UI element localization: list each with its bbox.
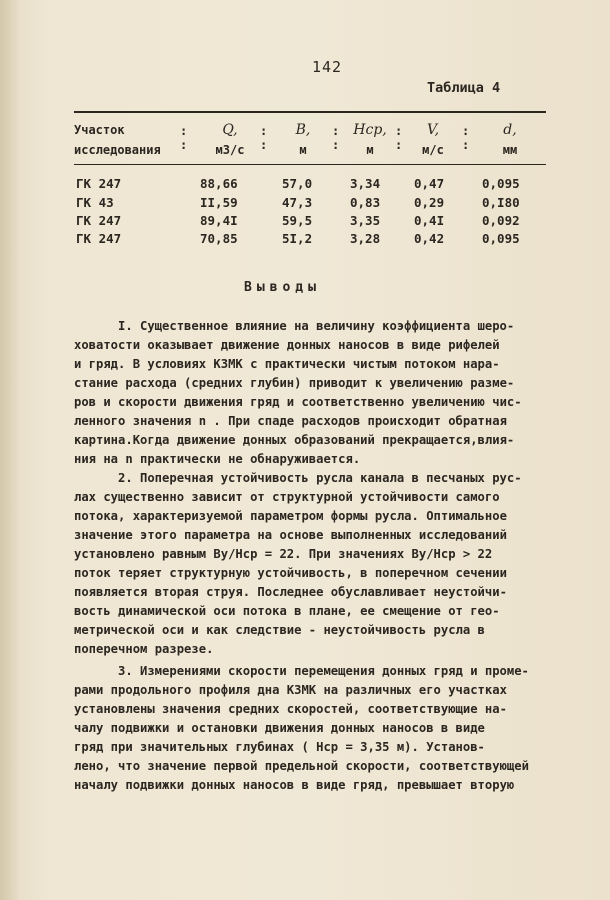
- text-line: метрической оси и как следствие - неустойчивость русла в: [74, 623, 485, 637]
- text-line: ховатости оказывает движение донных наносов в виде рифелей: [74, 338, 500, 352]
- cell-width: 59,5: [282, 213, 313, 228]
- text-line: I. Существенное влияние на величину коэффициента шеро-: [118, 319, 515, 333]
- cell-site: ГК 43: [76, 195, 114, 210]
- cell-site: ГК 247: [76, 231, 122, 246]
- header-separator: : :: [462, 124, 470, 152]
- cell-width: 5I,2: [282, 231, 313, 246]
- cell-velocity: 0,47: [414, 176, 445, 191]
- text-line: установлены значения средних скоростей, соответствующие на-: [74, 702, 507, 716]
- conclusion-paragraph-1: [74, 317, 552, 469]
- text-line: лено, что значение первой предельной скорости, соответствующей: [74, 759, 529, 773]
- header-width: B, м: [295, 122, 311, 157]
- cell-depth: 3,28: [350, 231, 381, 246]
- cell-site: ГК 247: [76, 176, 122, 191]
- text-line: значение этого параметра на основе выполненных исследований: [74, 528, 507, 542]
- text-line: ров и скорости движения гряд и соответственно увеличению чис-: [74, 395, 522, 409]
- header-separator: : :: [260, 124, 268, 152]
- cell-discharge: 70,85: [200, 231, 238, 246]
- header-separator: : :: [332, 124, 340, 152]
- text-line: лах существенно зависит от структурной устойчивости самого: [74, 490, 500, 504]
- text-line: поток теряет структурную устойчивость, в поперечном сечении: [74, 566, 507, 580]
- header-separator: : :: [180, 124, 188, 152]
- table-title: Таблица 4: [427, 80, 501, 96]
- text-line: потока, характеризуемой параметром формы русла. Оптимальное: [74, 509, 507, 523]
- cell-discharge: II,59: [200, 195, 238, 210]
- cell-site: ГК 247: [76, 213, 122, 228]
- conclusion-paragraph-2: [74, 469, 552, 659]
- conclusion-paragraph-3: [74, 662, 552, 795]
- text-line: установлено равным By/Hср = 22. При значениях By/Hср > 22: [74, 547, 493, 561]
- header-site: Участок исследования: [74, 123, 161, 157]
- page-spine-shadow: [0, 0, 20, 900]
- cell-discharge: 88,66: [200, 176, 238, 191]
- text-line: ленного значения n . При спаде расходов происходит обратная: [74, 414, 507, 428]
- text-line: стание расхода (средних глубин) приводит к увеличению разме-: [74, 376, 515, 390]
- text-line: ния на n практически не обнаруживается.: [74, 452, 361, 466]
- table-header-rule: [74, 164, 546, 165]
- cell-grain-size: 0,I80: [482, 195, 520, 210]
- header-discharge: Q, м3/с: [215, 122, 245, 157]
- cell-velocity: 0,29: [414, 195, 445, 210]
- header-depth: Hср, м: [353, 122, 387, 157]
- text-line: вость динамической оси потока в плане, ее смещение от гео-: [74, 604, 500, 618]
- cell-grain-size: 0,095: [482, 231, 520, 246]
- text-line: 2. Поперечная устойчивость русла канала в песчаных рус-: [118, 471, 522, 485]
- text-line: началу подвижки донных наносов в виде гряд, превышает вторую: [74, 778, 515, 792]
- cell-velocity: 0,4I: [414, 213, 445, 228]
- text-line: картина.Когда движение донных образований прекращается,влия-: [74, 433, 515, 447]
- header-grain-size: d, мм: [502, 122, 518, 157]
- text-line: поперечном разрезе.: [74, 642, 214, 656]
- text-line: и гряд. В условиях КЗМК с практически чистым потоком нара-: [74, 357, 500, 371]
- page-number: 142: [312, 58, 343, 76]
- text-line: чалу подвижки и остановки движения донных наносов в виде: [74, 721, 485, 735]
- text-line: 3. Измерениями скорости перемещения донных гряд и проме-: [118, 664, 529, 678]
- cell-discharge: 89,4I: [200, 213, 238, 228]
- cell-depth: 3,35: [350, 213, 381, 228]
- header-separator: : :: [395, 124, 403, 152]
- text-line: рами продольного профиля дна КЗМК на различных его участках: [74, 683, 507, 697]
- cell-depth: 0,83: [350, 195, 381, 210]
- cell-width: 47,3: [282, 195, 313, 210]
- header-velocity: V, м/с: [422, 122, 444, 157]
- cell-width: 57,0: [282, 176, 313, 191]
- text-line: появляется вторая струя. Последнее обуславливает неустойчи-: [74, 585, 507, 599]
- section-heading: Выводы: [244, 280, 321, 295]
- cell-grain-size: 0,095: [482, 176, 520, 191]
- cell-velocity: 0,42: [414, 231, 445, 246]
- table-top-rule: [74, 111, 546, 113]
- cell-grain-size: 0,092: [482, 213, 520, 228]
- cell-depth: 3,34: [350, 176, 381, 191]
- text-line: гряд при значительных глубинах ( Hср = 3,35 м). Установ-: [74, 740, 485, 754]
